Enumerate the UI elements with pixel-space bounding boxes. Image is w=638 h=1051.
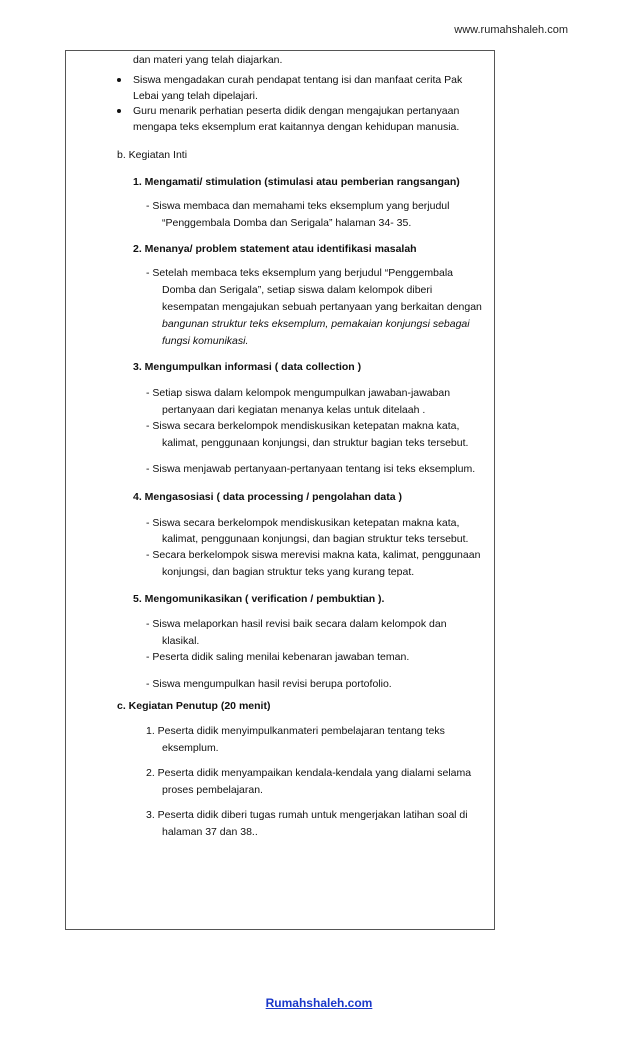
step-text: - Secara berkelompok siswa merevisi makna kata, kalimat, penggunaan [146,549,481,561]
closing-item: eksemplum. [162,742,219,754]
step-text: Domba dan Serigala”, setiap siswa dalam kelompok diberi [162,284,433,296]
closing-item: 1. Peserta didik menyimpulkanmateri pembelajaran tentang teks [146,725,445,737]
step-text: - Siswa membaca dan memahami teks eksemplum yang berjudul [146,200,450,212]
step-text: - Setelah membaca teks eksemplum yang berjudul “Penggembala [146,267,453,279]
step-text: fungsi komunikasi. [162,335,249,347]
site-url-header: www.rumahshaleh.com [454,24,568,36]
bullet-icon [117,78,121,82]
step-text: - Setiap siswa dalam kelompok mengumpulkan jawaban-jawaban [146,387,451,399]
bullet-text: Guru menarik perhatian peserta didik dengan mengajukan pertanyaan [133,105,460,117]
step-title: 3. Mengumpulkan informasi ( data collection ) [133,361,362,373]
closing-item: 2. Peserta didik menyampaikan kendala-kendala yang dialami selama [146,767,472,779]
bullet-text: Lebai yang telah dipelajari. [133,90,258,102]
step-text: - Siswa mengumpulkan hasil revisi berupa portofolio. [146,678,392,690]
step-title: 4. Mengasosiasi ( data processing / pengolahan data ) [133,491,402,503]
step-text: pertanyaan dari kegiatan menanya kelas untuk ditelaah . [162,404,426,416]
bullet-text: mengapa teks eksemplum erat kaitannya dengan kehidupan manusia. [133,121,460,133]
section-heading: b. Kegiatan Inti [117,149,188,161]
step-text: klasikal. [162,635,200,647]
step-text: konjungsi, dan bagian struktur teks yang kurang tepat. [162,566,415,578]
step-text: - Siswa melaporkan hasil revisi baik secara dalam kelompok dan [146,618,447,630]
step-title: 5. Mengomunikasikan ( verification / pembuktian ). [133,593,385,605]
closing-item: halaman 37 dan 38.. [162,826,258,838]
step-title: 2. Menanya/ problem statement atau identifikasi masalah [133,243,417,255]
step-text: - Siswa secara berkelompok mendiskusikan ketepatan makna kata, [146,420,460,432]
step-text: - Siswa secara berkelompok mendiskusikan ketepatan makna kata, [146,517,460,529]
step-text: kalimat, penggunaan konjungsi, dan bagian struktur teks tersebut. [162,533,469,545]
step-text: bangunan struktur teks eksemplum, pemakaian konjungsi sebagai [162,318,470,330]
section-heading: c. Kegiatan Penutup (20 menit) [117,700,271,712]
closing-item: proses pembelajaran. [162,784,263,796]
bullet-icon [117,109,121,113]
step-text: kesempatan mengajukan sebuah pertanyaan yang berkaitan dengan [162,301,482,313]
continued-line: dan materi yang telah diajarkan. [133,54,283,66]
step-text: - Siswa menjawab pertanyaan-pertanyaan tentang isi teks eksemplum. [146,463,476,475]
closing-item: 3. Peserta didik diberi tugas rumah untuk mengerjakan latihan soal di [146,809,468,821]
step-text: “Penggembala Domba dan Serigala” halaman 34- 35. [162,217,412,229]
bullet-text: Siswa mengadakan curah pendapat tentang isi dan manfaat cerita Pak [133,74,463,86]
step-text: - Peserta didik saling menilai kebenaran jawaban teman. [146,651,410,663]
step-text: kalimat, penggunaan konjungsi, dan struktur bagian teks tersebut. [162,437,469,449]
step-title: 1. Mengamati/ stimulation (stimulasi atau pemberian rangsangan) [133,176,460,188]
footer-site-link[interactable]: Rumahshaleh.com [265,996,373,1010]
